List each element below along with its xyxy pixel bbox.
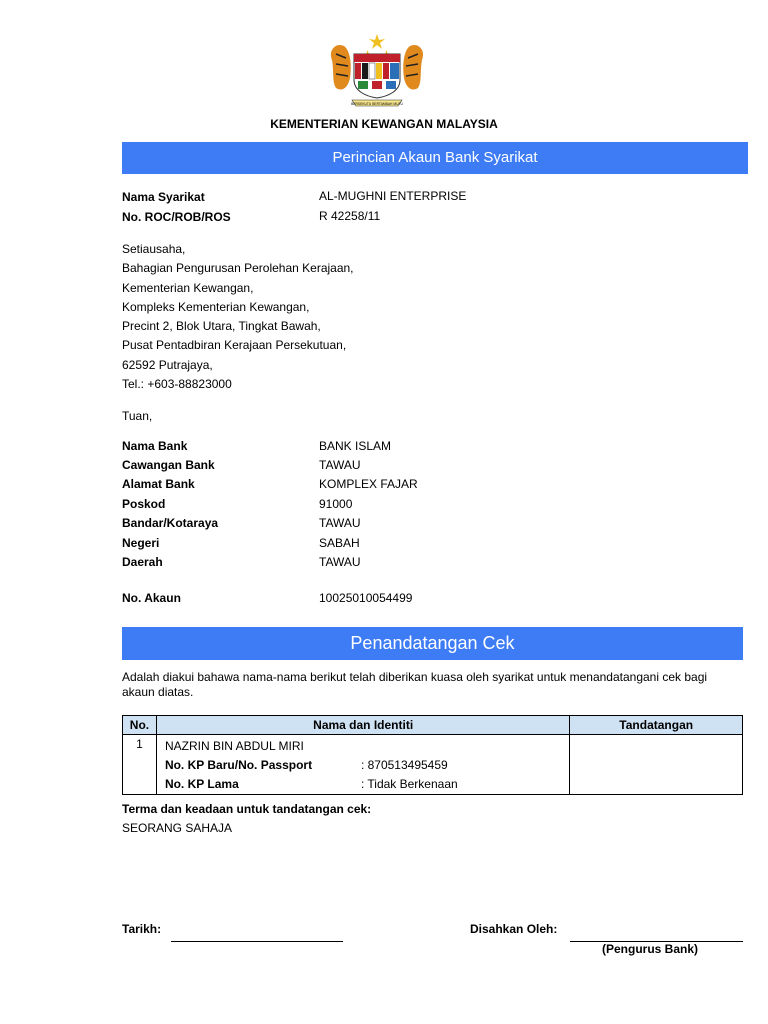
company-name-label: Nama Syarikat	[122, 190, 205, 204]
bank-field-value: 91000	[319, 497, 353, 511]
bank-field-label: Negeri	[122, 536, 160, 550]
signatory-table	[122, 715, 743, 795]
signatory-name: NAZRIN BIN ABDUL MIRI	[164, 739, 304, 753]
row-number: 1	[123, 735, 157, 795]
table-header-row	[123, 716, 743, 735]
date-label: Tarikh:	[122, 922, 162, 936]
bank-field-value: KOMPLEX FAJAR	[319, 477, 418, 491]
date-signature-line[interactable]	[171, 940, 343, 942]
signature-cell[interactable]	[570, 735, 743, 795]
kp-lama-label: No. KP Lama	[164, 777, 239, 791]
terms-label: Terma dan keadaan untuk tandatangan cek:	[122, 802, 372, 816]
approved-by-label: Disahkan Oleh:	[470, 922, 558, 936]
address-line: Pusat Pentadbiran Kerajaan Persekutuan,	[122, 338, 347, 353]
bank-manager-caption: (Pengurus Bank)	[602, 942, 699, 956]
address-line: Setiausaha,	[122, 242, 186, 256]
roc-value: R 42258/11	[319, 209, 381, 223]
kp-baru-value: : 870513495459	[360, 758, 448, 772]
authorization-paragraph: Adalah diakui bahawa nama-nama berikut telah diberikan kuasa oleh syarikat untuk menandatangani cek bagi akaun diatas.	[122, 670, 708, 699]
terms-value: SEORANG SAHAJA	[122, 821, 233, 835]
recipient-address	[122, 240, 354, 394]
signatory-details	[156, 735, 569, 795]
address-line: Precint 2, Blok Utara, Tingkat Bawah,	[122, 319, 321, 334]
bank-field-value: SABAH	[319, 536, 360, 550]
kp-baru-label: No. KP Baru/No. Passport	[164, 758, 313, 772]
bank-field-value: TAWAU	[319, 516, 361, 530]
column-header-signature: Tandatangan	[570, 716, 743, 735]
kp-lama-row	[165, 775, 569, 794]
section-banner-cheque-signatory: Penandatangan Cek	[122, 627, 743, 660]
kp-lama-value: : Tidak Berkenaan	[360, 777, 458, 791]
bank-field-value: TAWAU	[319, 458, 361, 472]
salutation: Tuan,	[122, 409, 153, 423]
bank-field-label: Bandar/Kotaraya	[122, 516, 219, 530]
address-line: Kementerian Kewangan,	[122, 280, 254, 295]
bank-field-label: Nama Bank	[122, 439, 188, 453]
account-number-label: No. Akaun	[122, 591, 181, 605]
address-line: Kompleks Kementerian Kewangan,	[122, 299, 310, 314]
section-banner-account-details: Perincian Akaun Bank Syarikat	[122, 142, 748, 174]
bank-field-value: TAWAU	[319, 555, 361, 569]
bank-field-label: Daerah	[122, 555, 163, 569]
bank-field-label: Alamat Bank	[122, 477, 195, 491]
crest-motto: BERSEKUTU BERTAMBAH MUTU	[351, 102, 403, 106]
table-row	[123, 735, 743, 795]
company-name-value: AL-MUGHNI ENTERPRISE	[319, 189, 467, 203]
address-line: 62592 Putrajaya,	[122, 357, 213, 372]
address-line: Bahagian Pengurusan Perolehan Kerajaan,	[122, 261, 354, 276]
ministry-title: KEMENTERIAN KEWANGAN MALAYSIA	[270, 117, 498, 131]
account-number-value: 10025010054499	[319, 591, 413, 605]
coat-of-arms-logo	[324, 30, 430, 110]
column-header-no: No.	[123, 716, 157, 735]
kp-baru-row	[165, 756, 569, 775]
bank-field-value: BANK ISLAM	[319, 439, 392, 453]
column-header-name-identity: Nama dan Identiti	[156, 716, 569, 735]
bank-field-label: Poskod	[122, 497, 166, 511]
roc-label: No. ROC/ROB/ROS	[122, 210, 231, 224]
address-line: Tel.: +603-88823000	[122, 377, 232, 392]
bank-field-label: Cawangan Bank	[122, 458, 215, 472]
